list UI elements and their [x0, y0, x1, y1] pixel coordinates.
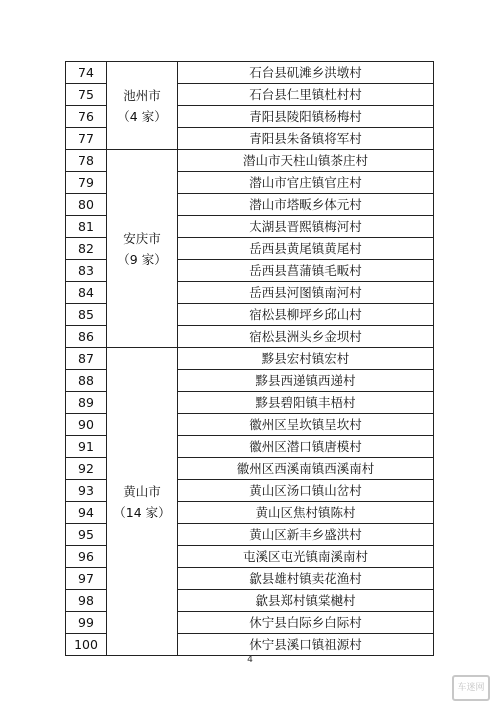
row-number: 84 — [66, 282, 107, 304]
row-number: 95 — [66, 524, 107, 546]
village-name: 宿松县洲头乡金坝村 — [178, 326, 434, 348]
row-number: 90 — [66, 414, 107, 436]
village-name: 青阳县朱备镇将军村 — [178, 128, 434, 150]
row-number: 79 — [66, 172, 107, 194]
row-number: 93 — [66, 480, 107, 502]
village-table — [65, 61, 434, 656]
row-number: 76 — [66, 106, 107, 128]
city-cell — [107, 62, 178, 150]
row-number: 87 — [66, 348, 107, 370]
row-number: 94 — [66, 502, 107, 524]
village-name: 岳西县黄尾镇黄尾村 — [178, 238, 434, 260]
city-name: 黄山市 — [123, 483, 161, 499]
village-name: 休宁县白际乡白际村 — [178, 612, 434, 634]
page-number: 4 — [247, 655, 253, 665]
village-name: 岳西县菖蒲镇毛畈村 — [178, 260, 434, 282]
row-number: 86 — [66, 326, 107, 348]
village-name: 太湖县晋熙镇梅河村 — [178, 216, 434, 238]
village-name: 徽州区西溪南镇西溪南村 — [178, 458, 434, 480]
city-name: 池州市 — [123, 87, 161, 103]
row-number: 91 — [66, 436, 107, 458]
row-number: 80 — [66, 194, 107, 216]
village-name: 黟县碧阳镇丰梧村 — [178, 392, 434, 414]
village-name: 屯溪区屯光镇南溪南村 — [178, 546, 434, 568]
village-name: 石台县矶滩乡洪墩村 — [178, 62, 434, 84]
city-cell — [107, 150, 178, 348]
row-number: 88 — [66, 370, 107, 392]
village-name: 歙县郑村镇棠樾村 — [178, 590, 434, 612]
table-row — [66, 62, 434, 84]
village-name: 石台县仁里镇杜村村 — [178, 84, 434, 106]
row-number: 77 — [66, 128, 107, 150]
village-name: 黟县西递镇西递村 — [178, 370, 434, 392]
city-cell — [107, 348, 178, 656]
city-count: （9 家） — [117, 251, 167, 267]
row-number: 75 — [66, 84, 107, 106]
row-number: 96 — [66, 546, 107, 568]
row-number: 98 — [66, 590, 107, 612]
village-name: 宿松县柳坪乡邱山村 — [178, 304, 434, 326]
table-body — [66, 62, 434, 656]
row-number: 78 — [66, 150, 107, 172]
city-name: 安庆市 — [123, 230, 161, 246]
row-number: 82 — [66, 238, 107, 260]
village-name: 岳西县河图镇南河村 — [178, 282, 434, 304]
city-count: （4 家） — [117, 108, 167, 124]
village-name: 潜山市天柱山镇茶庄村 — [178, 150, 434, 172]
village-name: 歙县雄村镇卖花渔村 — [178, 568, 434, 590]
village-name: 潜山市塔畈乡体元村 — [178, 194, 434, 216]
row-number: 99 — [66, 612, 107, 634]
village-name: 青阳县陵阳镇杨梅村 — [178, 106, 434, 128]
table-row — [66, 348, 434, 370]
village-name: 黄山区汤口镇山岔村 — [178, 480, 434, 502]
row-number: 74 — [66, 62, 107, 84]
row-number: 100 — [66, 634, 107, 656]
row-number: 89 — [66, 392, 107, 414]
watermark-logo: 车迷网 — [452, 675, 490, 701]
village-name: 徽州区呈坎镇呈坎村 — [178, 414, 434, 436]
village-name: 休宁县溪口镇祖源村 — [178, 634, 434, 656]
row-number: 81 — [66, 216, 107, 238]
village-name: 黄山区焦村镇陈村 — [178, 502, 434, 524]
village-name: 黟县宏村镇宏村 — [178, 348, 434, 370]
row-number: 83 — [66, 260, 107, 282]
row-number: 97 — [66, 568, 107, 590]
city-count: （14 家） — [113, 504, 171, 520]
village-name: 徽州区潜口镇唐模村 — [178, 436, 434, 458]
village-name: 潜山市官庄镇官庄村 — [178, 172, 434, 194]
table-row — [66, 150, 434, 172]
row-number: 92 — [66, 458, 107, 480]
village-name: 黄山区新丰乡盛洪村 — [178, 524, 434, 546]
row-number: 85 — [66, 304, 107, 326]
